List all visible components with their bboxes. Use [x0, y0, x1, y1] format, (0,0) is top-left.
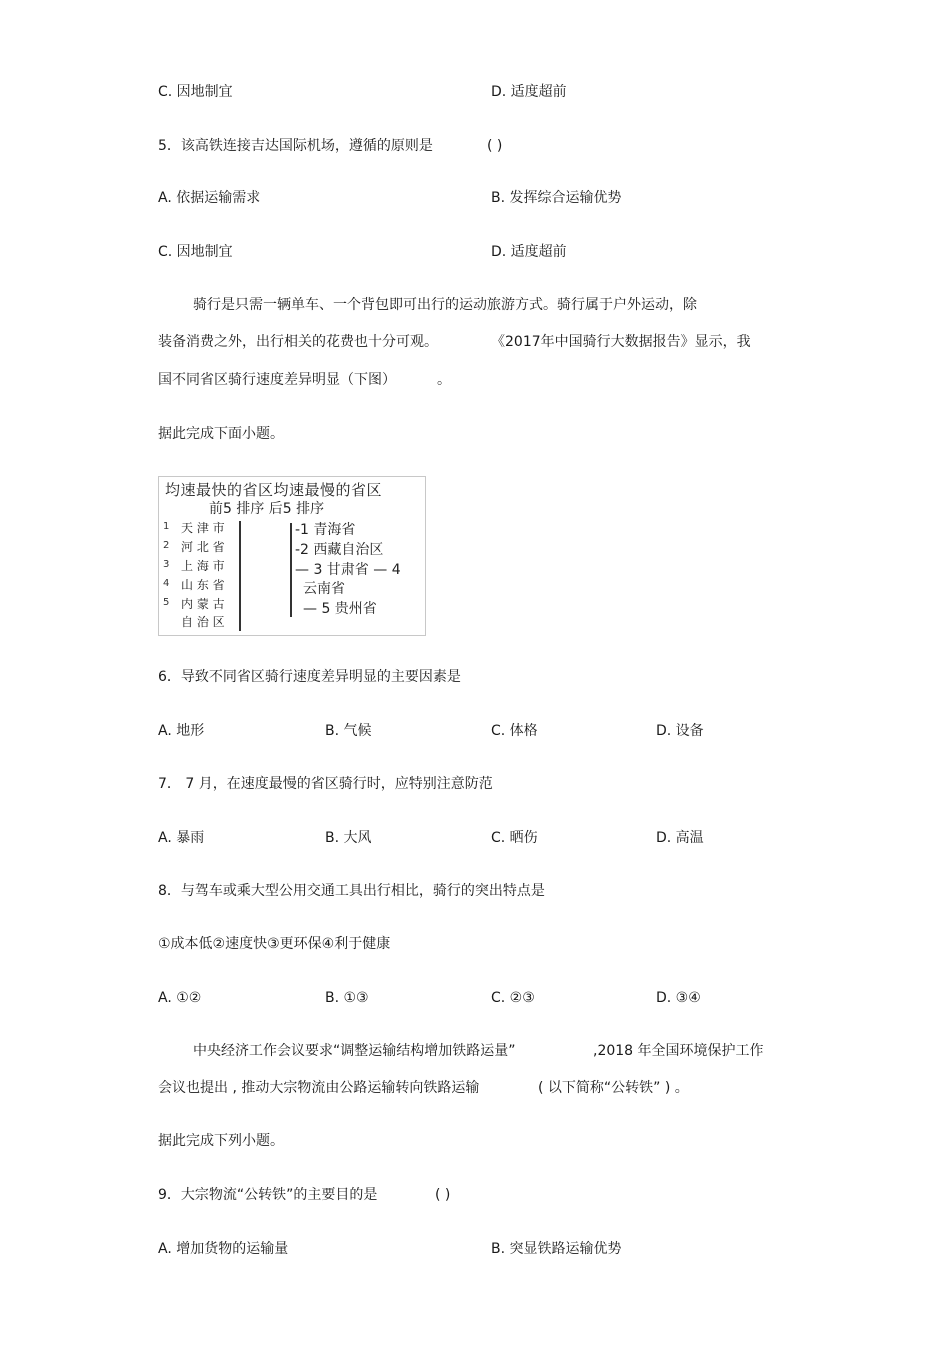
- q9-answer-paren: ( ): [435, 1187, 451, 1203]
- fast-rank-number: 5: [163, 597, 170, 608]
- q5-answer-paren: ( ): [487, 138, 503, 154]
- q4-option-c: C. 因地制宜: [158, 84, 233, 100]
- q9-stem: 9．大宗物流“公转铁”的主要目的是: [158, 1187, 378, 1203]
- fast-bracket-bar: [239, 521, 241, 631]
- fast-rank-number: 1: [163, 521, 170, 532]
- passage2-line2b: ( 以下简称“公转铁” ) 。: [538, 1080, 689, 1096]
- q8-items: ①成本低②速度快③更环保④利于健康: [158, 936, 391, 952]
- passage2-line2a: 会议也提出 , 推动大宗物流由公路运输转向铁路运输: [158, 1080, 480, 1096]
- slow-province: -1 青海省: [295, 522, 356, 538]
- q5-option-c: C. 因地制宜: [158, 244, 233, 260]
- passage2-instruction: 据此完成下列小题。: [158, 1133, 284, 1149]
- fast-province: 天 津 市: [181, 521, 225, 535]
- fast-rank-number: 2: [163, 540, 170, 551]
- q6-option-c: C. 体格: [491, 723, 538, 739]
- q8-option-a: A. ①②: [158, 990, 202, 1006]
- q6-option-a: A. 地形: [158, 723, 205, 739]
- slow-province: — 3 甘肃省 — 4: [295, 562, 401, 578]
- q6-option-b: B. 气候: [325, 723, 372, 739]
- figure-subtitle: 前5 排序 后5 排序: [209, 501, 325, 517]
- q8-stem: 8．与驾车或乘大型公用交通工具出行相比，骑行的突出特点是: [158, 883, 545, 899]
- slow-bracket-bar: [290, 523, 292, 617]
- slow-province: — 5 贵州省: [303, 601, 377, 617]
- passage1-line3b: 。: [437, 372, 451, 388]
- q7-option-b: B. 大风: [325, 830, 372, 846]
- q4-option-d: D. 适度超前: [491, 84, 567, 100]
- slow-province: 云南省: [303, 581, 345, 597]
- passage2-line1a: 中央经济工作会议要求“调整运输结构增加铁路运量”: [193, 1043, 516, 1059]
- passage1-line1: 骑行是只需一辆单车、一个背包即可出行的运动旅游方式。骑行属于户外运动，除: [193, 297, 697, 313]
- slow-province: -2 西藏自治区: [295, 542, 384, 558]
- fast-province: 内 蒙 古: [181, 597, 225, 611]
- fast-province: 山 东 省: [181, 578, 225, 592]
- q5-option-b: B. 发挥综合运输优势: [491, 190, 622, 206]
- q8-option-b: B. ①③: [325, 990, 369, 1006]
- q7-option-c: C. 晒伤: [491, 830, 538, 846]
- fast-rank-number: 3: [163, 559, 170, 570]
- q5-option-a: A. 依据运输需求: [158, 190, 261, 206]
- q5-stem: 5．该高铁连接吉达国际机场，遵循的原则是: [158, 138, 433, 154]
- fast-province: 上 海 市: [181, 559, 225, 573]
- speed-ranking-figure: [158, 476, 426, 636]
- q7-option-d: D. 高温: [656, 830, 704, 846]
- passage1-line2a: 装备消费之外，出行相关的花费也十分可观。: [158, 334, 438, 350]
- q8-option-c: C. ②③: [491, 990, 535, 1006]
- passage1-line2b: 《2017年中国骑行大数据报告》显示，我: [491, 334, 751, 350]
- fast-province: 河 北 省: [181, 540, 225, 554]
- passage1-instruction: 据此完成下面小题。: [158, 426, 284, 442]
- q5-option-d: D. 适度超前: [491, 244, 567, 260]
- passage1-line3a: 国不同省区骑行速度差异明显（下图）: [158, 372, 396, 388]
- q6-stem: 6．导致不同省区骑行速度差异明显的主要因素是: [158, 669, 461, 685]
- q9-option-a: A. 增加货物的运输量: [158, 1241, 289, 1257]
- fast-rank-number: 4: [163, 578, 170, 589]
- fast-province: 自 治 区: [181, 615, 225, 629]
- q7-stem: 7． 7 月，在速度最慢的省区骑行时，应特别注意防范: [158, 776, 493, 792]
- passage2-line1b: ,2018 年全国环境保护工作: [593, 1043, 764, 1059]
- q6-option-d: D. 设备: [656, 723, 704, 739]
- q9-option-b: B. 突显铁路运输优势: [491, 1241, 622, 1257]
- q7-option-a: A. 暴雨: [158, 830, 205, 846]
- q8-option-d: D. ③④: [656, 990, 701, 1006]
- figure-title: 均速最快的省区均速最慢的省区: [165, 481, 383, 499]
